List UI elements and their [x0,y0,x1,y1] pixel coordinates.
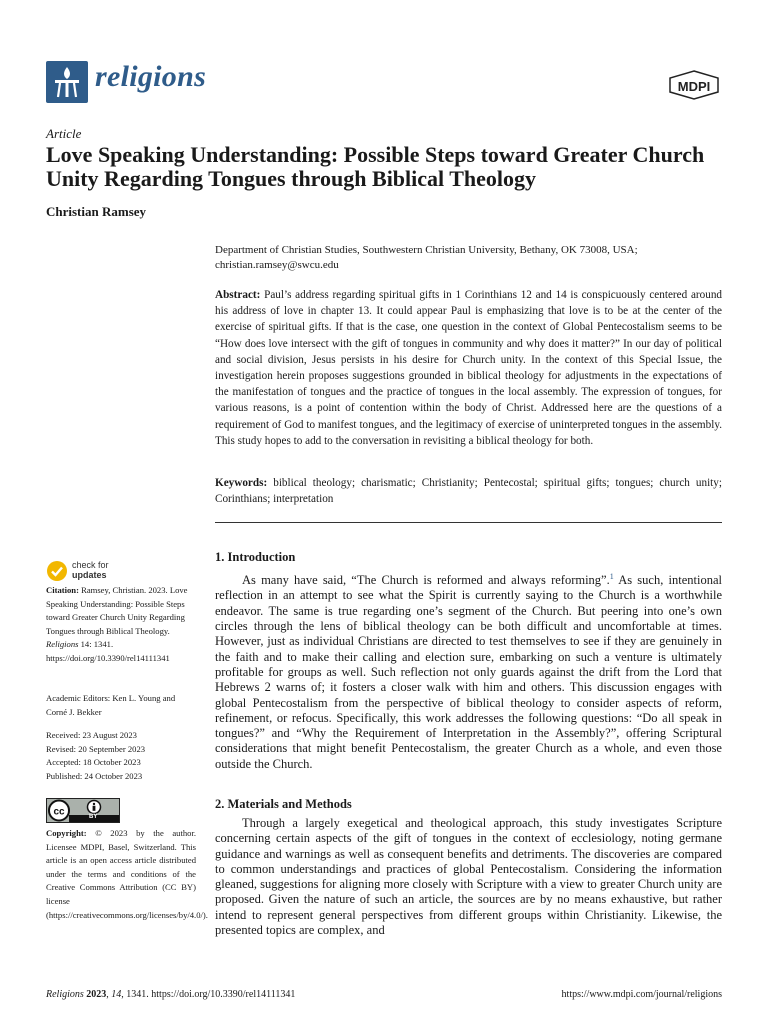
svg-text:cc: cc [53,806,65,818]
author-email[interactable]: christian.ramsey@swcu.edu [215,259,339,271]
check-for-updates-label [72,560,109,580]
abstract-text: Paul’s address regarding spiritual gifts in 1 Corinthians 12 and 14 is conspicuously centered around his address of love in chapter 13. It could appear Paul is emphasizing that love is to be at the center of the exercise of spiritual gifts. If that is the case, one question in the context of Global Pentecostalism seems to be “How does love intersect with the gift of tongues in community and why does it matter?” In our day of political and social division, Jesus persists in his desire for Church unity. In the context of this Special Issue, the investigation herein proposes suggestions grounded in biblical theology for adjustments in the expectations of the manifestation of tongues and the practice of tongues in the local assembly. The expression of tongues, for various reasons, is a point of contention within the body of Christ. Addressed here are the questions of a requirement of God to manifest tongues, and the legitimacy of exercise of uninterpreted tongues in the assembly. This study hopes to add to the conversation in revisiting a biblical theology for both. [215,289,723,447]
author-name: Christian Ramsey [46,204,147,219]
publisher-name: MDPI [677,79,711,94]
keywords-label: Keywords: [215,477,268,489]
footer-year: 2023 [86,989,107,1000]
cc-by-license-badge[interactable] [46,798,120,823]
article-type: Article [46,126,82,141]
methods-paragraph: Through a largely exegetical and theological approach, this study investigates Scripture concerning certain aspects of the gift of tongues in the context of ecclesiology, noting germane guidance and warnings as well as consequent benefits and detriments. The discoveries are compared to common understandings and practices of global Pentecostalism. Considering the information gleaned, suggestions for aligning more closely with Scripture with a view to greater Church unity are proposed. Given the nature of such an article, the sources are by no means exhaustive, but rather intend to represent general perspectives from different groups within Christianity. Likewise, the presented topics are complex, and [215,816,722,938]
academic-editors: Academic Editors: Ken L. Young and Corné J. Bekker [46,693,176,717]
copyright-text: © 2023 by the author. Licensee MDPI, Basel, Switzerland. This article is an open access article distributed under the terms and conditions of the Creative Commons Attribution (CC BY) license (https://creativecommons.org/licenses/by/4.0/). [46,828,208,920]
article-dates [46,729,198,783]
citation-doi[interactable]: 14: 1341. https://doi.org/10.3390/rel14111341 [46,639,170,663]
check-line1: check for [72,560,109,570]
footer-citation: Religions 2023, 14, 1341. https://doi.org/10.3390/rel14111341 [46,989,296,1000]
intro-text-a: As many have said, “The Church is reformed and always reforming”. [242,573,610,588]
abstract-label: Abstract: [215,289,261,301]
footer-journal: Religions [46,989,84,1000]
footer-doi[interactable]: , 1341. https://doi.org/10.3390/rel14111341 [121,989,296,1000]
footer-volume: 14 [111,989,122,1000]
check-for-updates-button[interactable] [46,560,166,582]
citation-text: Ramsey, Christian. 2023. Love Speaking Understanding: Possible Steps toward Greater Church Unity Regarding Tongues through Biblical Theology. [46,585,188,636]
article-title: Love Speaking Understanding: Possible Steps toward Greater Church Unity Regarding Tongues through Biblical Theology [46,142,705,191]
section-methods-heading: 2. Materials and Methods [215,797,352,811]
journal-name: religions [95,60,207,93]
affiliation [215,243,725,273]
citation-journal: Religions [46,639,79,650]
accepted-date: Accepted: 18 October 2023 [46,757,141,768]
footnote-1-link[interactable]: 1 [609,572,614,581]
intro-text-b: As such, intentional reflection in an attempt to see what the Spirit is currently saying to the Church is a worthwhile endeavor. The same is true regarding one’s segment of the Church. But peering into one’s own circles through the lens of biblical theology can be both difficult and uncomfortable at times. However, just as individual Christians are directed to test themselves to see if they are genuinely in the faith and to make their calling and election sure, embarking on such a venture is ultimately profitable for groups as well. Such reflection not only guards against the drift from the Lord that Hebrews 2 warns of; it fosters a closer walk with him and others. This discussion engages with global Pentecostalism from the perspective of biblical theology to consider aspects of reform, refinement, or refocus. Specifically, this work addresses the following questions: “Do all speak in tongues?” and “Why the Requirement of Interpretation in the Assembly?”, offering Scriptural considerations that might benefit Pentecostalism, the greater Church as a whole, and even those outside the Church. [215,573,722,771]
copyright-notice [46,827,208,922]
cc-by-label: BY [89,813,98,820]
revised-date: Revised: 20 September 2023 [46,743,146,754]
citation [46,584,198,666]
check-icon [46,560,68,582]
publisher-logo[interactable] [668,70,720,100]
keywords-text: biblical theology; charismatic; Christianity; Pentecostal; spiritual gifts; tongues; church unity; Corinthians; interpretation [215,477,722,506]
copyright-label: Copyright: [46,828,87,838]
keywords [215,475,722,507]
citation-label: Citation: [46,585,79,595]
section-introduction-heading: 1. Introduction [215,550,296,564]
check-line2: updates [72,570,107,580]
published-date: Published: 24 October 2023 [46,770,143,781]
abstract-divider [215,522,722,523]
abstract [215,287,722,449]
journal-logo-icon [46,61,88,103]
footer-journal-url[interactable]: https://www.mdpi.com/journal/religions [561,989,722,1000]
received-date: Received: 23 August 2023 [46,730,137,740]
introduction-paragraph [215,569,722,772]
affiliation-text: Department of Christian Studies, Southwestern Christian University, Bethany, OK 73008, USA; [215,244,638,256]
